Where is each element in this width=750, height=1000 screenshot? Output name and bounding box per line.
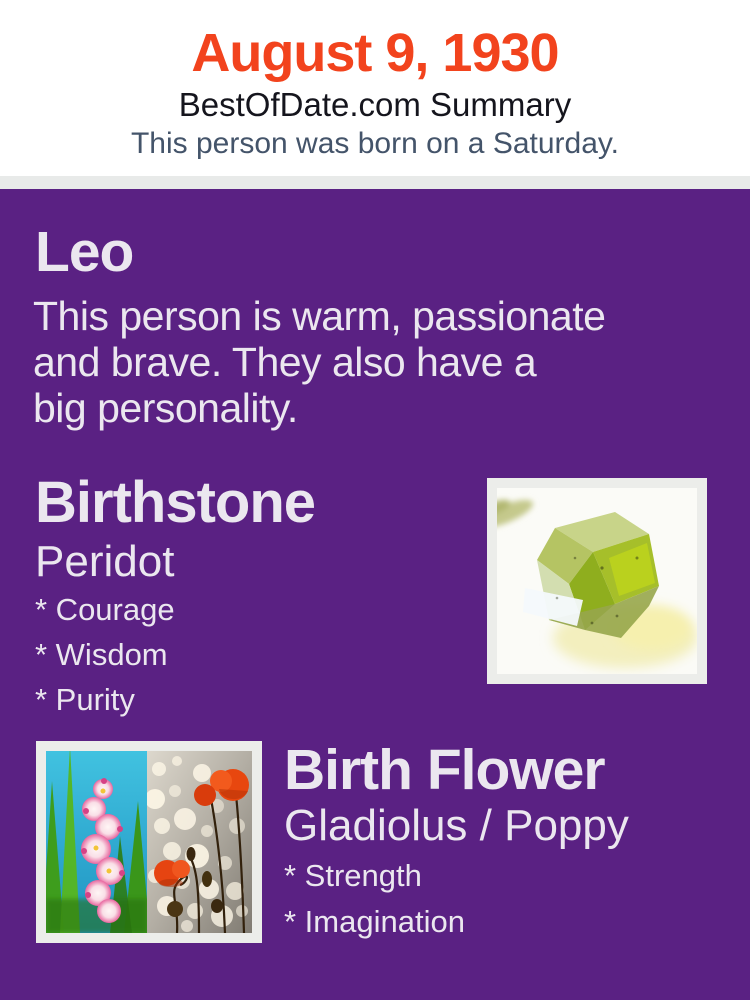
birth-flower-name: Gladiolus / Poppy [284,801,629,850]
summary-body [0,189,750,1000]
birthstone-trait: * Purity [35,682,135,717]
zodiac-description-line: This person is warm, passionate [33,293,606,339]
poppy-panel [147,751,252,933]
zodiac-description [33,293,605,431]
birthstone-name: Peridot [35,537,175,586]
born-on-weekday-text: This person was born on a Saturday. [130,127,620,160]
birth-flower-trait: * Strength [284,858,422,893]
page-title: August 9, 1930 [191,23,559,83]
birthstone-trait: * Courage [35,592,175,627]
birthstone-heading: Birthstone [35,470,315,535]
birthstone-trait-list [35,587,175,722]
birthstone-trait: * Wisdom [35,637,168,672]
birth-flower-trait: * Imagination [284,904,465,939]
birth-flower-heading: Birth Flower [284,738,605,802]
header-divider [0,176,750,189]
peridot-gem-illustration [497,488,697,674]
site-summary-label: BestOfDate.com Summary [178,86,572,123]
birth-flower-trait-list [284,853,465,945]
flower-photo-collage [46,751,252,933]
peridot-image [487,478,707,684]
zodiac-description-line: big personality. [33,385,298,431]
birth-flower-image [36,741,262,943]
zodiac-sign-heading: Leo [35,220,134,284]
zodiac-description-line: and brave. They also have a [33,339,537,385]
gladiolus-panel [46,751,147,933]
